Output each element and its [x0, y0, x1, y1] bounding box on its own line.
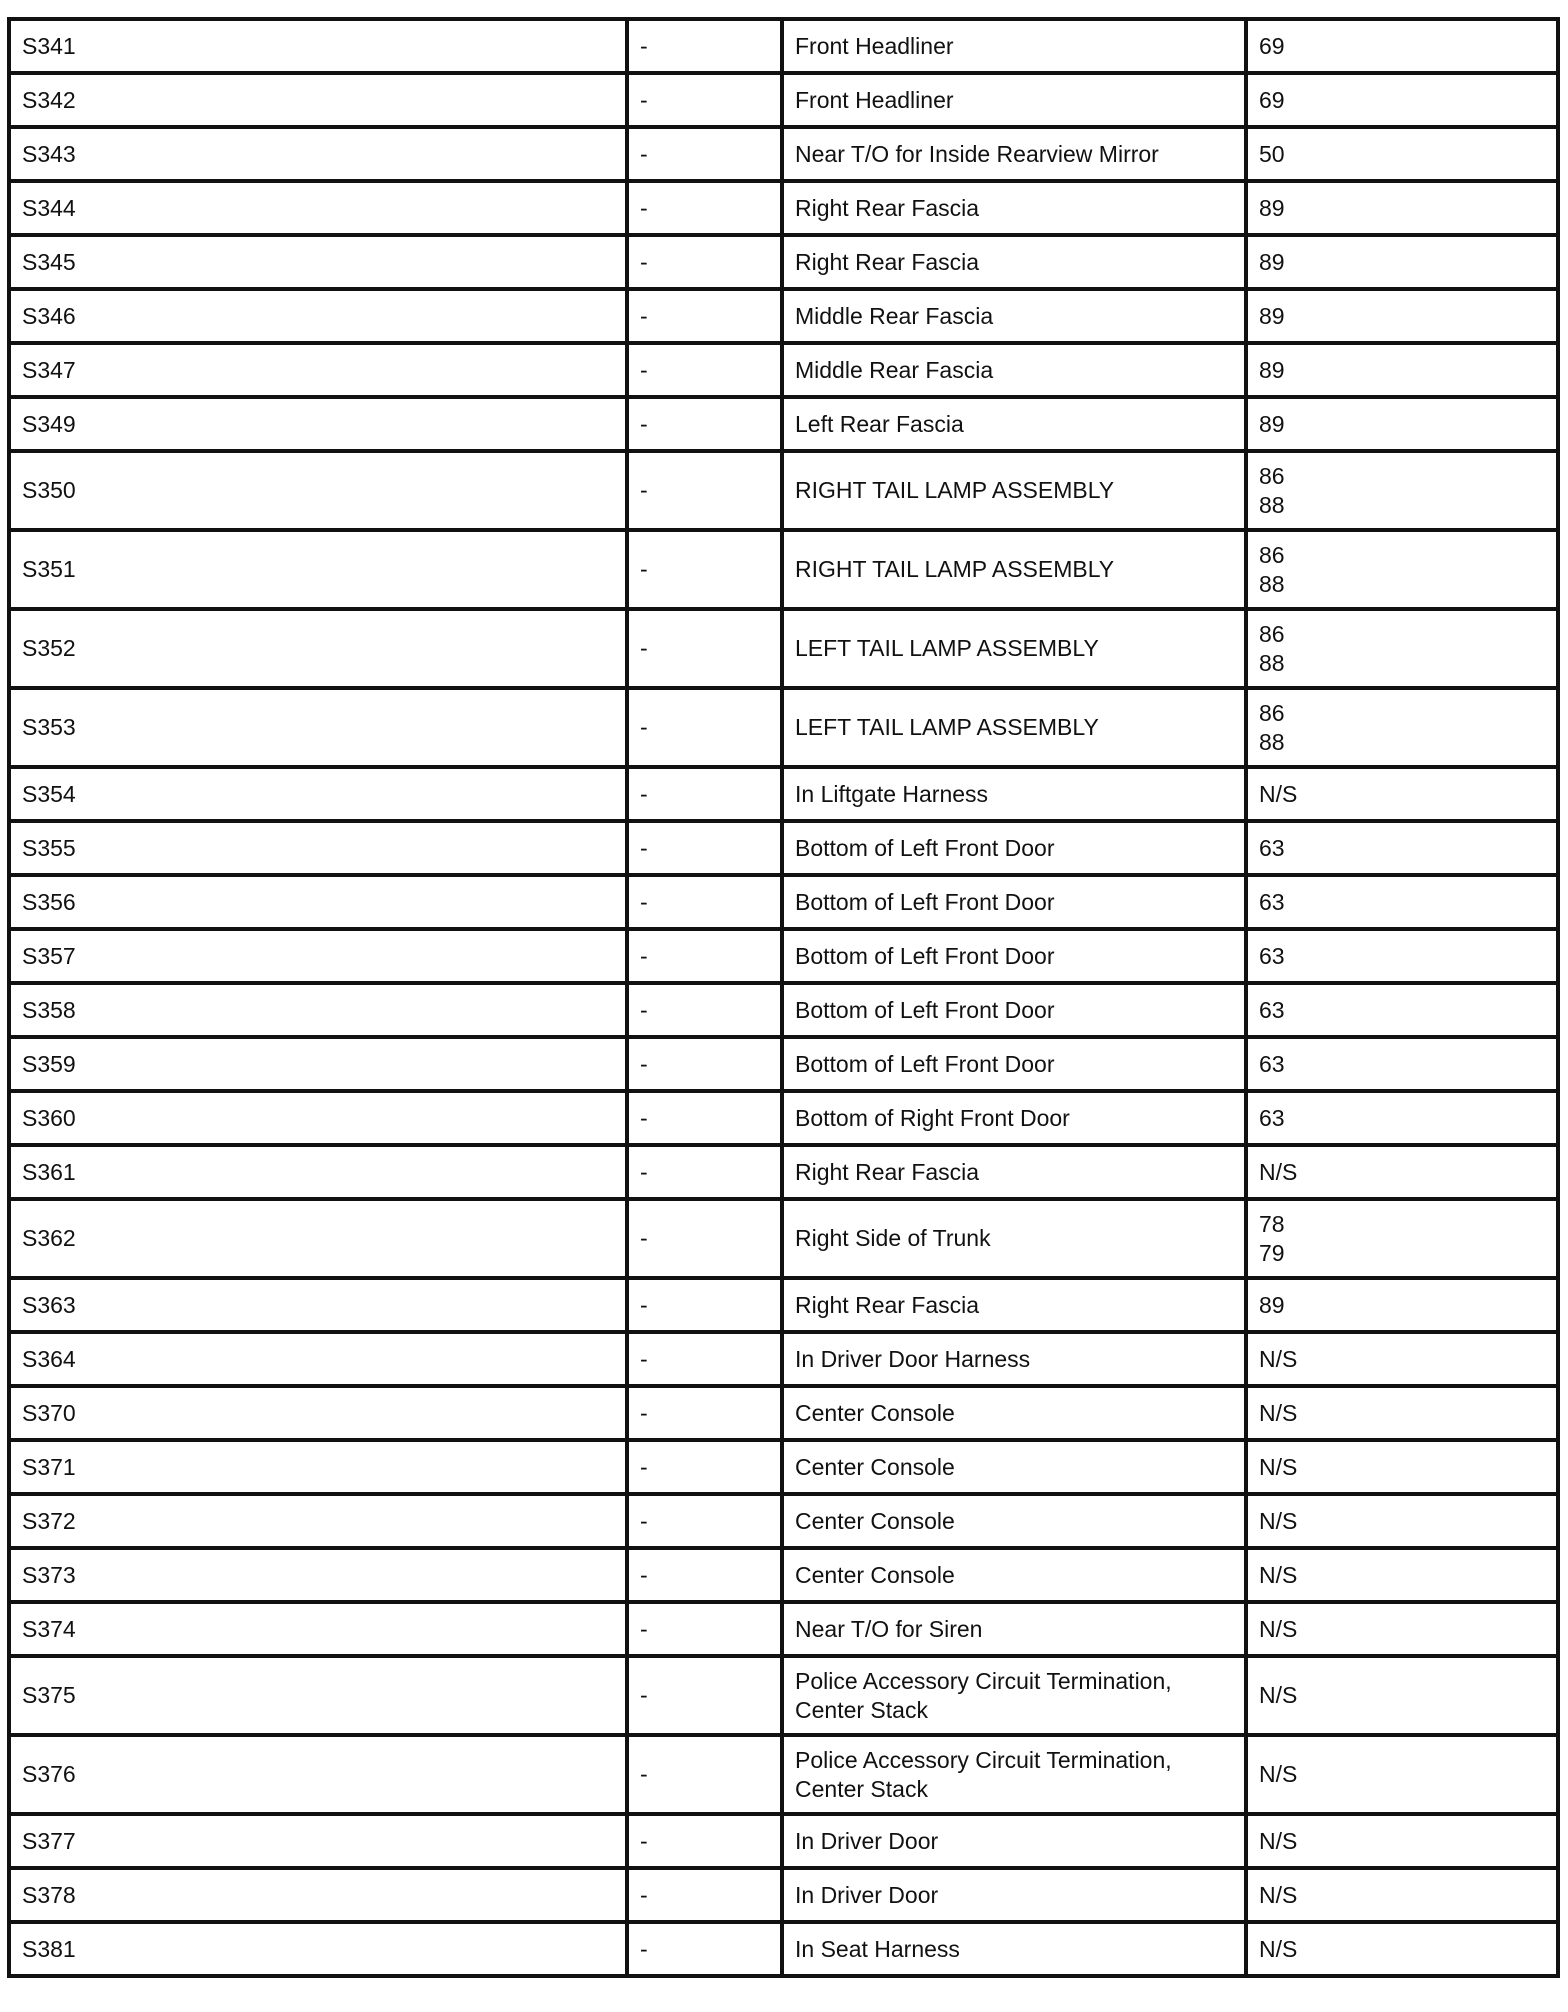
location-line: Middle Rear Fascia	[795, 302, 994, 329]
table-row	[9, 1922, 1558, 1976]
page-ref-line: N/S	[1259, 1881, 1298, 1908]
page-ref-line: 86	[1259, 462, 1285, 489]
location-cell	[782, 1037, 1246, 1091]
table-row	[9, 19, 1558, 73]
table-row	[9, 1091, 1558, 1145]
page-ref-line: 63	[1259, 834, 1285, 861]
page-ref-line: 89	[1259, 410, 1285, 437]
page-ref-line: N/S	[1259, 1761, 1298, 1787]
dash-cell: -	[627, 1548, 782, 1602]
location-cell	[782, 235, 1246, 289]
location-cell	[782, 343, 1246, 397]
location-cell	[782, 530, 1246, 609]
dash-cell: -	[627, 530, 782, 609]
splice-id-cell: S349	[9, 397, 627, 451]
location-line: Center Console	[795, 1507, 955, 1534]
table-row	[9, 1145, 1558, 1199]
page-ref-cell	[1246, 767, 1558, 821]
page-ref-cell	[1246, 181, 1558, 235]
page-ref-cell	[1246, 1145, 1558, 1199]
page-ref-line: N/S	[1259, 1453, 1298, 1480]
page-ref-line: 88	[1259, 570, 1285, 597]
page-ref-line: N/S	[1259, 780, 1298, 807]
page-ref-line: 86	[1259, 620, 1285, 647]
dash-cell: -	[627, 688, 782, 767]
page-ref-cell	[1246, 1440, 1558, 1494]
location-cell	[782, 1440, 1246, 1494]
splice-location-table	[7, 17, 1560, 1978]
splice-id-cell: S364	[9, 1332, 627, 1386]
page-ref-cell	[1246, 1332, 1558, 1386]
splice-id-cell: S351	[9, 530, 627, 609]
location-cell	[782, 1278, 1246, 1332]
location-cell	[782, 1656, 1246, 1735]
dash-cell: -	[627, 929, 782, 983]
dash-cell: -	[627, 1278, 782, 1332]
table-row	[9, 1814, 1558, 1868]
page-ref-cell	[1246, 451, 1558, 530]
table-row	[9, 1440, 1558, 1494]
page-ref-line: N/S	[1259, 1561, 1298, 1588]
table-row	[9, 609, 1558, 688]
splice-id-cell: S341	[9, 19, 627, 73]
splice-id-cell: S345	[9, 235, 627, 289]
page-ref-line: 89	[1259, 302, 1285, 329]
page-ref-line: 88	[1259, 728, 1285, 755]
page-ref-cell	[1246, 1814, 1558, 1868]
table-row	[9, 343, 1558, 397]
table-row	[9, 875, 1558, 929]
location-line: Right Rear Fascia	[795, 1291, 980, 1318]
location-line: Bottom of Left Front Door	[795, 942, 1055, 969]
page-ref-cell	[1246, 1735, 1558, 1814]
table-row	[9, 1494, 1558, 1548]
page-ref-cell	[1246, 688, 1558, 767]
page-ref-cell	[1246, 397, 1558, 451]
splice-id-cell: S342	[9, 73, 627, 127]
location-line: Center Stack	[795, 1696, 928, 1723]
location-cell	[782, 1145, 1246, 1199]
splice-id-cell: S374	[9, 1602, 627, 1656]
page-ref-line: N/S	[1259, 1935, 1298, 1962]
location-line: RIGHT TAIL LAMP ASSEMBLY	[795, 556, 1115, 582]
splice-id-cell: S381	[9, 1922, 627, 1976]
location-line: Center Console	[795, 1399, 955, 1426]
location-line: Bottom of Left Front Door	[795, 888, 1055, 915]
page-ref-line: N/S	[1259, 1615, 1298, 1642]
splice-id-cell: S363	[9, 1278, 627, 1332]
location-line: Bottom of Left Front Door	[795, 996, 1055, 1023]
splice-id-cell: S360	[9, 1091, 627, 1145]
page-ref-line: 69	[1259, 32, 1285, 59]
location-line: Bottom of Left Front Door	[795, 834, 1055, 861]
dash-cell: -	[627, 1602, 782, 1656]
location-cell	[782, 1548, 1246, 1602]
splice-id-cell: S346	[9, 289, 627, 343]
dash-cell: -	[627, 343, 782, 397]
dash-cell: -	[627, 1332, 782, 1386]
table-row	[9, 1656, 1558, 1735]
dash-cell: -	[627, 397, 782, 451]
page-ref-line: 89	[1259, 248, 1285, 275]
page-ref-cell	[1246, 1656, 1558, 1735]
page-ref-line: 88	[1259, 649, 1285, 676]
location-line: In Seat Harness	[795, 1935, 960, 1962]
page-ref-cell	[1246, 983, 1558, 1037]
location-cell	[782, 397, 1246, 451]
location-cell	[782, 688, 1246, 767]
location-line: Near T/O for Inside Rearview Mirror	[795, 140, 1159, 167]
table-row	[9, 1548, 1558, 1602]
dash-cell: -	[627, 1091, 782, 1145]
dash-cell: -	[627, 1814, 782, 1868]
dash-cell: -	[627, 1656, 782, 1735]
location-line: In Driver Door	[795, 1881, 939, 1908]
page-ref-cell	[1246, 1922, 1558, 1976]
dash-cell: -	[627, 451, 782, 530]
location-cell	[782, 1814, 1246, 1868]
splice-id-cell: S353	[9, 688, 627, 767]
splice-id-cell: S347	[9, 343, 627, 397]
splice-id-cell: S375	[9, 1656, 627, 1735]
dash-cell: -	[627, 289, 782, 343]
page-ref-cell	[1246, 1548, 1558, 1602]
page-ref-cell	[1246, 1199, 1558, 1278]
page-ref-line: N/S	[1259, 1345, 1298, 1372]
page-ref-cell	[1246, 821, 1558, 875]
location-cell	[782, 1922, 1246, 1976]
splice-id-cell: S344	[9, 181, 627, 235]
splice-id-cell: S357	[9, 929, 627, 983]
dash-cell: -	[627, 127, 782, 181]
location-line: Front Headliner	[795, 86, 954, 113]
page-ref-cell	[1246, 875, 1558, 929]
splice-id-cell: S370	[9, 1386, 627, 1440]
location-line: Front Headliner	[795, 32, 954, 59]
table-row	[9, 1037, 1558, 1091]
dash-cell: -	[627, 821, 782, 875]
table-row	[9, 983, 1558, 1037]
location-line: Left Rear Fascia	[795, 410, 964, 437]
dash-cell: -	[627, 1199, 782, 1278]
table-row	[9, 73, 1558, 127]
location-cell	[782, 1494, 1246, 1548]
table-row	[9, 1868, 1558, 1922]
page-ref-cell	[1246, 127, 1558, 181]
page-ref-line: N/S	[1259, 1507, 1298, 1534]
location-cell	[782, 1602, 1246, 1656]
location-line: Bottom of Left Front Door	[795, 1050, 1055, 1077]
dash-cell: -	[627, 983, 782, 1037]
page-ref-cell	[1246, 1386, 1558, 1440]
dash-cell: -	[627, 1386, 782, 1440]
dash-cell: -	[627, 1494, 782, 1548]
table-row	[9, 929, 1558, 983]
splice-id-cell: S343	[9, 127, 627, 181]
dash-cell: -	[627, 73, 782, 127]
page-ref-cell	[1246, 19, 1558, 73]
location-cell	[782, 1199, 1246, 1278]
table-row	[9, 1386, 1558, 1440]
page-ref-cell	[1246, 1278, 1558, 1332]
location-line: LEFT TAIL LAMP ASSEMBLY	[795, 714, 1099, 740]
dash-cell: -	[627, 1440, 782, 1494]
location-line: Middle Rear Fascia	[795, 356, 994, 383]
location-cell	[782, 181, 1246, 235]
page-ref-cell	[1246, 235, 1558, 289]
location-line: Center Console	[795, 1561, 955, 1588]
page-ref-cell	[1246, 1037, 1558, 1091]
document-page	[7, 17, 1560, 1978]
page-ref-cell	[1246, 530, 1558, 609]
location-line: Center Stack	[795, 1775, 928, 1802]
splice-id-cell: S356	[9, 875, 627, 929]
location-cell	[782, 1386, 1246, 1440]
location-line: Near T/O for Siren	[795, 1615, 983, 1642]
splice-id-cell: S358	[9, 983, 627, 1037]
dash-cell: -	[627, 181, 782, 235]
location-cell	[782, 875, 1246, 929]
location-cell	[782, 1735, 1246, 1814]
location-cell	[782, 983, 1246, 1037]
page-ref-cell	[1246, 1602, 1558, 1656]
table-row	[9, 821, 1558, 875]
splice-id-cell: S354	[9, 767, 627, 821]
location-cell	[782, 451, 1246, 530]
splice-id-cell: S350	[9, 451, 627, 530]
location-line: Police Accessory Circuit Termination,	[795, 1667, 1172, 1694]
dash-cell: -	[627, 19, 782, 73]
page-ref-cell	[1246, 1494, 1558, 1548]
location-line: RIGHT TAIL LAMP ASSEMBLY	[795, 477, 1115, 503]
splice-id-cell: S378	[9, 1868, 627, 1922]
table-body	[9, 19, 1558, 1976]
page-ref-line: 63	[1259, 1050, 1285, 1077]
splice-id-cell: S361	[9, 1145, 627, 1199]
page-ref-line: 89	[1259, 194, 1285, 221]
page-ref-line: 63	[1259, 996, 1285, 1023]
location-line: Right Rear Fascia	[795, 1158, 980, 1185]
table-row	[9, 451, 1558, 530]
table-row	[9, 397, 1558, 451]
location-cell	[782, 1091, 1246, 1145]
page-ref-line: 86	[1259, 699, 1285, 726]
dash-cell: -	[627, 1145, 782, 1199]
page-ref-line: 79	[1259, 1239, 1285, 1266]
splice-id-cell: S359	[9, 1037, 627, 1091]
page-ref-line: 63	[1259, 888, 1285, 915]
dash-cell: -	[627, 1735, 782, 1814]
splice-id-cell: S352	[9, 609, 627, 688]
page-ref-line: 89	[1259, 1291, 1285, 1318]
dash-cell: -	[627, 1922, 782, 1976]
table-row	[9, 767, 1558, 821]
splice-id-cell: S355	[9, 821, 627, 875]
dash-cell: -	[627, 1037, 782, 1091]
location-line: Right Rear Fascia	[795, 194, 980, 221]
location-cell	[782, 609, 1246, 688]
location-line: LEFT TAIL LAMP ASSEMBLY	[795, 635, 1099, 661]
table-row	[9, 181, 1558, 235]
location-line: Right Rear Fascia	[795, 248, 980, 275]
location-cell	[782, 821, 1246, 875]
dash-cell: -	[627, 767, 782, 821]
page-ref-line: 50	[1259, 140, 1285, 167]
location-cell	[782, 127, 1246, 181]
location-cell	[782, 289, 1246, 343]
page-ref-cell	[1246, 1868, 1558, 1922]
page-ref-line: 88	[1259, 491, 1285, 518]
page-ref-line: 89	[1259, 356, 1285, 383]
page-ref-cell	[1246, 289, 1558, 343]
table-row	[9, 688, 1558, 767]
table-row	[9, 1332, 1558, 1386]
dash-cell: -	[627, 875, 782, 929]
location-cell	[782, 929, 1246, 983]
table-row	[9, 289, 1558, 343]
page-ref-cell	[1246, 929, 1558, 983]
splice-id-cell: S372	[9, 1494, 627, 1548]
splice-id-cell: S376	[9, 1735, 627, 1814]
dash-cell: -	[627, 235, 782, 289]
table-row	[9, 1278, 1558, 1332]
page-ref-line: 63	[1259, 1104, 1285, 1131]
location-line: In Driver Door Harness	[795, 1345, 1031, 1372]
page-ref-line: N/S	[1259, 1158, 1298, 1185]
location-cell	[782, 1332, 1246, 1386]
splice-id-cell: S377	[9, 1814, 627, 1868]
page-ref-cell	[1246, 609, 1558, 688]
page-ref-cell	[1246, 343, 1558, 397]
table-row	[9, 1602, 1558, 1656]
dash-cell: -	[627, 609, 782, 688]
location-cell	[782, 19, 1246, 73]
page-ref-cell	[1246, 73, 1558, 127]
dash-cell: -	[627, 1868, 782, 1922]
page-ref-line: N/S	[1259, 1682, 1298, 1708]
page-ref-line: 69	[1259, 86, 1285, 113]
table-row	[9, 127, 1558, 181]
table-row	[9, 235, 1558, 289]
location-line: Police Accessory Circuit Termination,	[795, 1746, 1172, 1773]
page-ref-line: 63	[1259, 942, 1285, 969]
page-ref-line: 86	[1259, 541, 1285, 568]
page-ref-line: N/S	[1259, 1399, 1298, 1426]
splice-id-cell: S371	[9, 1440, 627, 1494]
location-line: Right Side of Trunk	[795, 1225, 991, 1251]
page-ref-line: 78	[1259, 1210, 1285, 1237]
table-row	[9, 1735, 1558, 1814]
location-line: In Driver Door	[795, 1827, 939, 1854]
page-ref-line: N/S	[1259, 1827, 1298, 1854]
location-cell	[782, 73, 1246, 127]
location-line: In Liftgate Harness	[795, 780, 989, 807]
page-ref-cell	[1246, 1091, 1558, 1145]
location-cell	[782, 767, 1246, 821]
splice-id-cell: S362	[9, 1199, 627, 1278]
table-row	[9, 1199, 1558, 1278]
location-line: Bottom of Right Front Door	[795, 1104, 1070, 1131]
location-line: Center Console	[795, 1453, 955, 1480]
location-cell	[782, 1868, 1246, 1922]
splice-id-cell: S373	[9, 1548, 627, 1602]
table-row	[9, 530, 1558, 609]
